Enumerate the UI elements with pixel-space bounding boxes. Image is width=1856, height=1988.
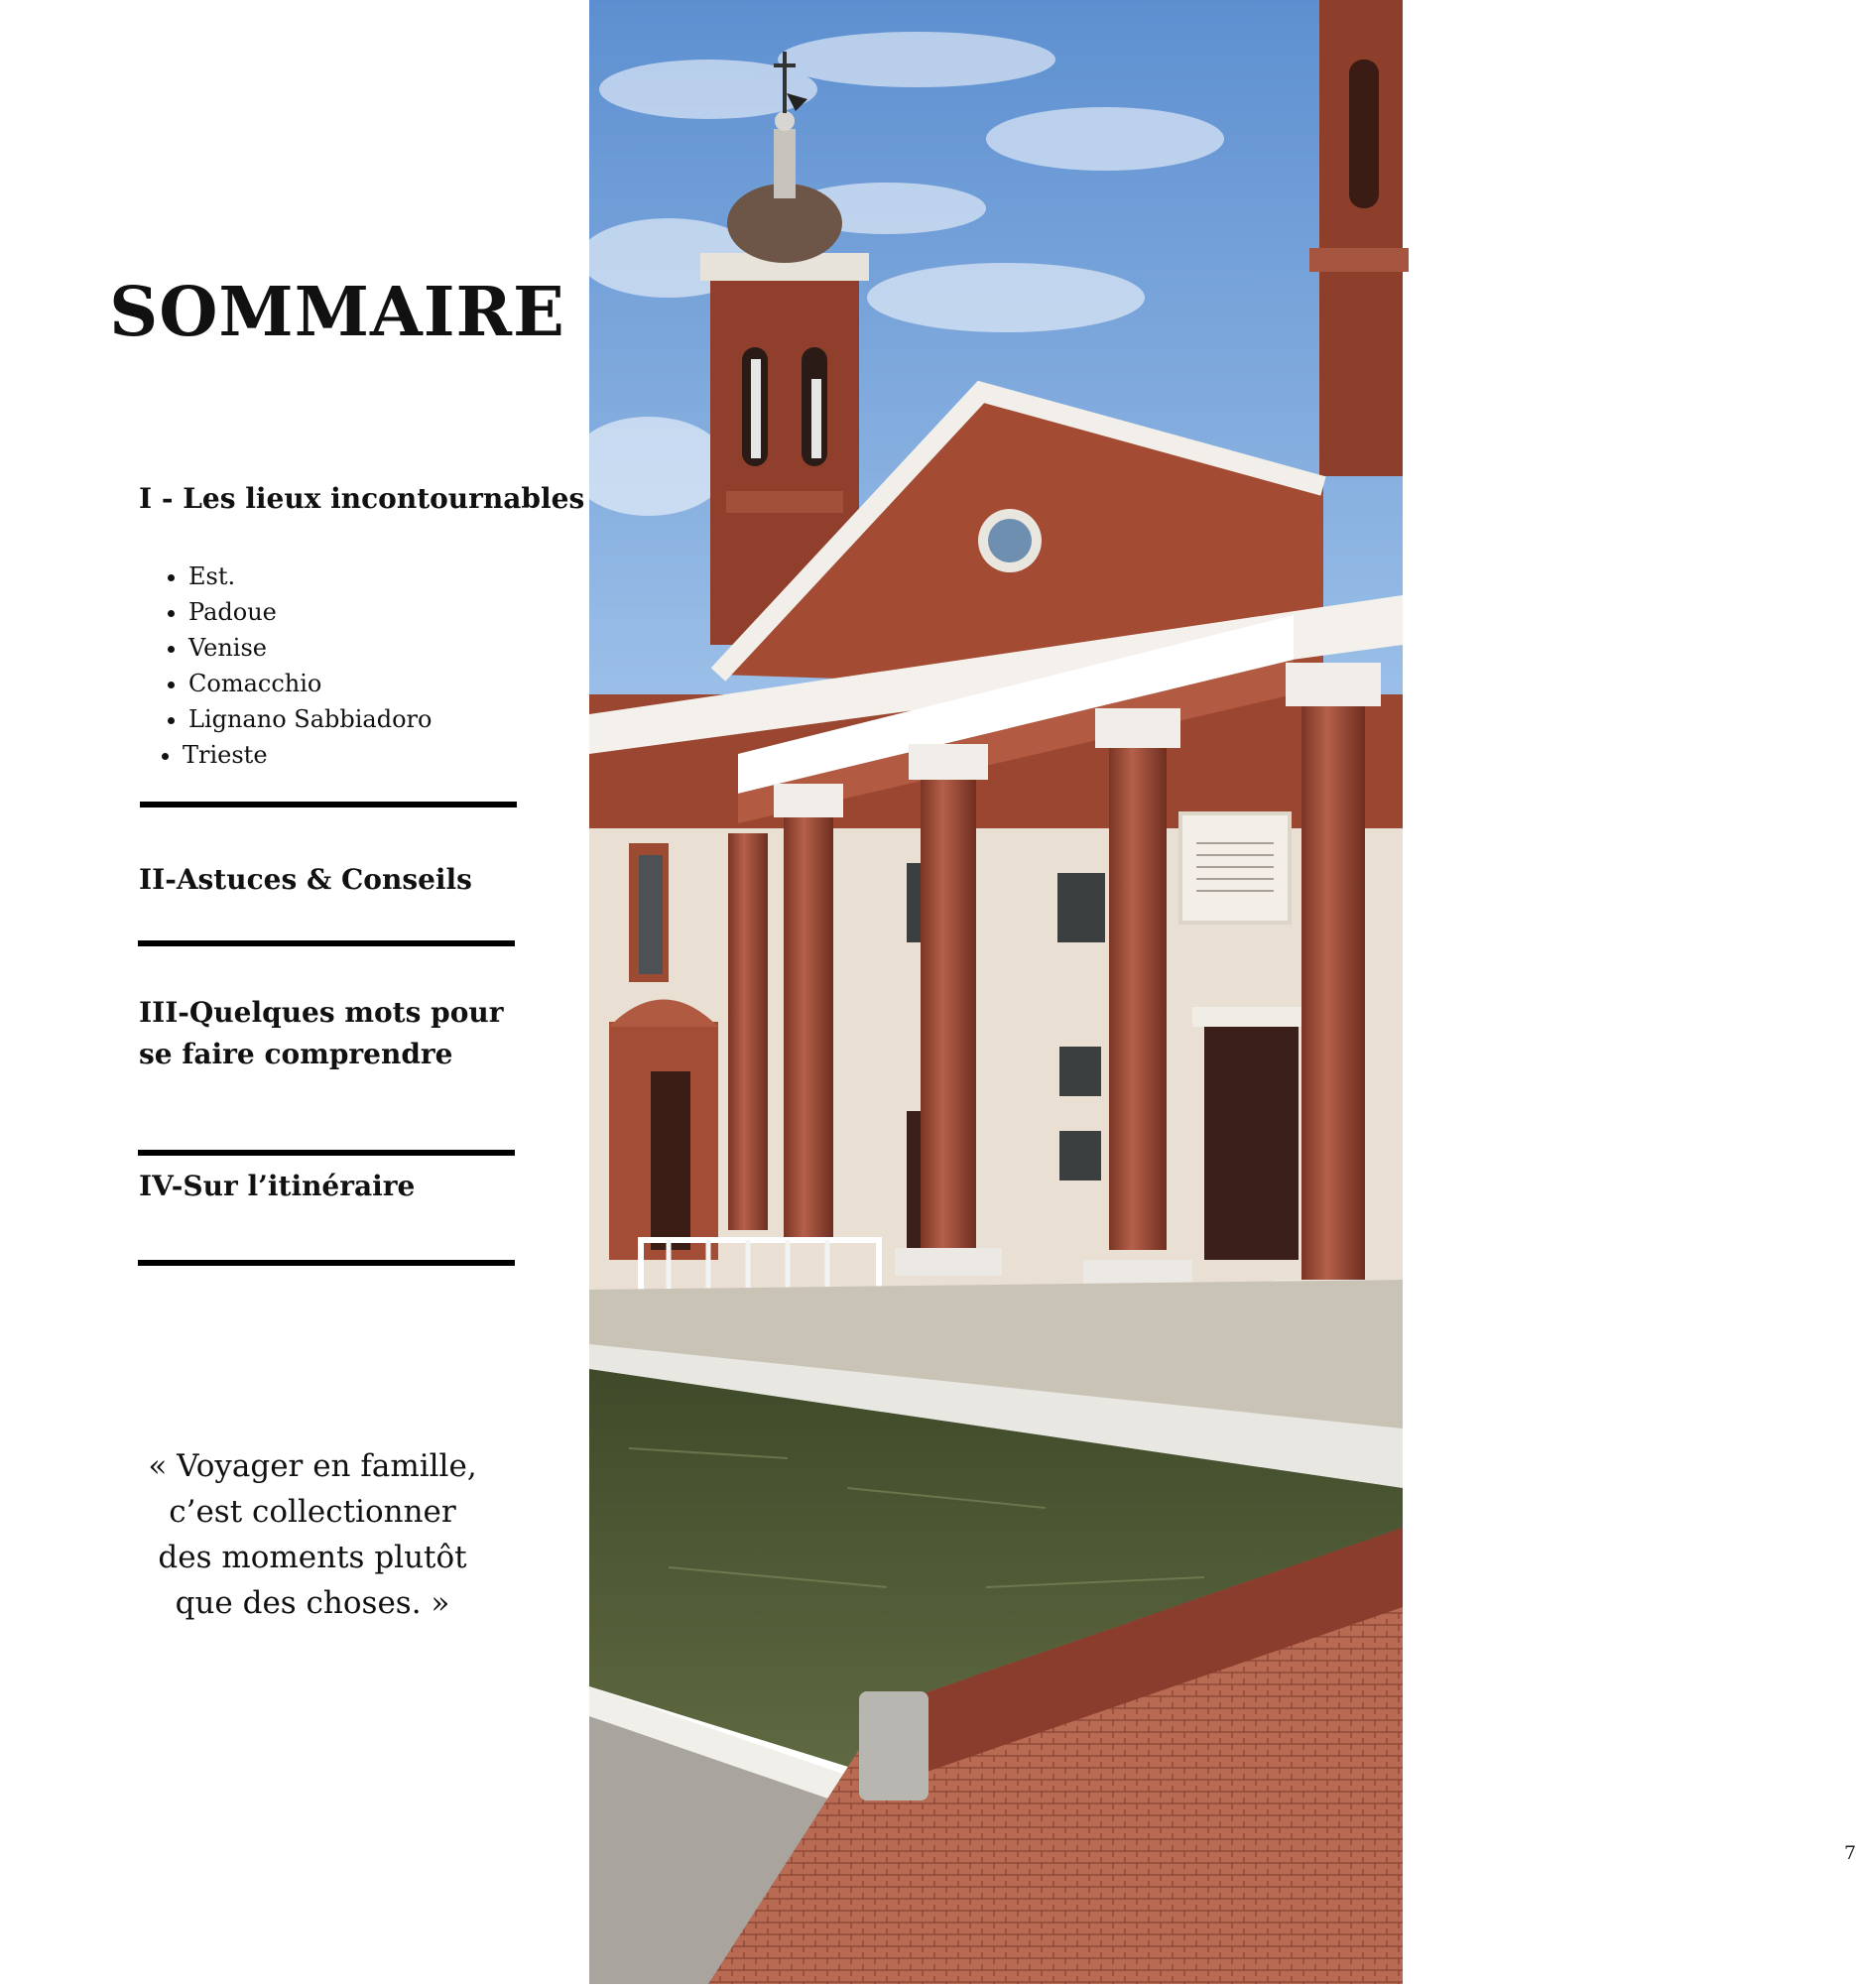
church-photo [589,0,1856,1984]
quote-line: c’est collectionner [169,1494,456,1530]
list-item: • Venise [188,630,432,666]
section-3-line-1: III-Quelques mots pour [139,996,504,1029]
section-2-heading: II-Astuces & Conseils [139,863,472,896]
divider [138,1150,515,1156]
quote-line: « Voyager en famille, [148,1448,477,1484]
section-3-heading [139,992,504,1075]
church-illustration [589,0,1403,1984]
list-item: • Comacchio [188,666,432,701]
section-3-line-2: se faire comprendre [139,1038,453,1070]
divider [138,940,515,946]
list-item: • Lignano Sabbiadoro [188,701,432,737]
quote [109,1443,516,1626]
page-title: SOMMAIRE [109,273,565,352]
section-4-heading: IV-Sur l’itinéraire [139,1170,416,1202]
list-item: • Trieste [183,737,432,773]
section-1-heading: I - Les lieux incontournables [139,482,585,515]
town-list [155,559,432,773]
list-item: • Padoue [188,594,432,630]
quote-line: des moments plutôt [158,1540,467,1575]
quote-line: que des choses. » [175,1585,450,1621]
list-item: • Est. [188,559,432,594]
page-number: 7 [1844,1842,1856,1864]
divider [138,1260,515,1266]
table-of-contents-panel [0,0,589,1984]
divider [140,802,517,808]
